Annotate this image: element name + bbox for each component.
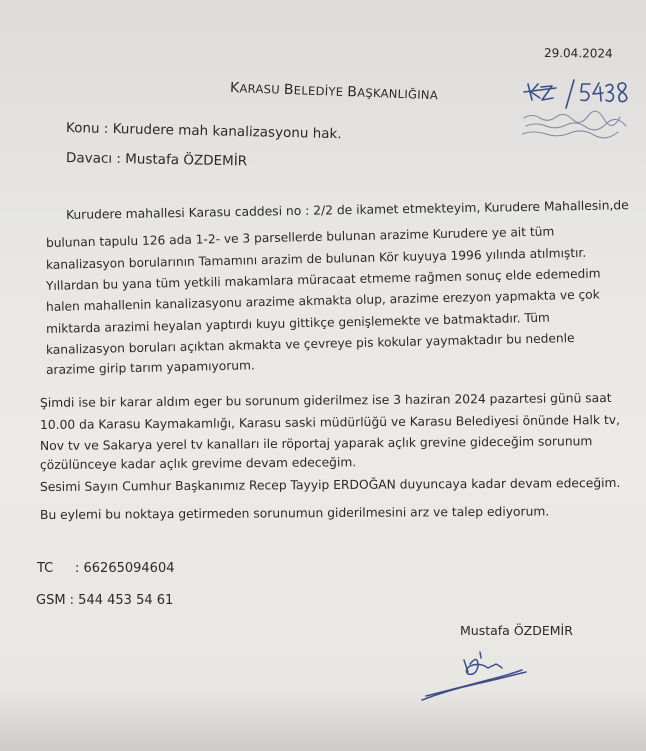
signatory-name: Mustafa ÖZDEMİR — [460, 623, 573, 638]
paragraph-2-line: Nov tv ve Sakarya yerel tv kanalları ile röportaj yaparak açlık grevine gideceğim sorunum — [39, 434, 593, 453]
paragraph-4: Bu eylemi bu noktaya getirmeden sorunumun giderilmesini arz ve talep ediyorum. — [39, 504, 550, 522]
paragraph-3: Sesimi Sayın Cumhur Başkanımız Recep Tayyip ERDOĞAN duyuncaya kadar devam edeceğim. — [39, 475, 621, 494]
paragraph-1-line: bulunan tapulu 126 ada 1-2- ve 3 parsellerde bulunan arazime Kurudere ye ait tüm — [45, 224, 555, 250]
tc-number: TC : 66265094604 — [37, 561, 175, 576]
paragraph-1-line: kanalizasyon borularının Tamamını arazim de bulunan Kör kuyuya 1996 yılında atılmıştır. — [45, 245, 587, 272]
paragraph-1-line: arazime girip tarım yapamıyorum. — [45, 358, 255, 377]
paragraph-2-line: Şimdi ise bir karar aldım eger bu sorunum giderilmez ise 3 haziran 2024 pazartesi günü saat — [39, 391, 612, 410]
addressee-heading: KARASU BELEDİYE BAŞKANLIĞINA — [229, 80, 439, 103]
paragraph-1-line: miktarda arazimi heyalan yaptırdı kuyu gittikçe genişlemekte ve batmaktadır. Tüm — [45, 310, 550, 336]
registry-stamp-handwritten — [522, 78, 632, 142]
paragraph-1-line: Yıllardan bu yana tüm yetkili makamlara müracaat etmeme rağmen sonuç elde edemedim — [45, 266, 601, 293]
plaintiff-line: Davacı : Mustafa ÖZDEMİR — [65, 150, 248, 170]
letter-date: 29.04.2024 — [543, 46, 613, 61]
paragraph-1-line: kanalizasyon boruları açıktan akmakta ve çevreye pis kokular yaymaktadır bu nedenle — [45, 331, 575, 357]
paragraph-2-line: 10.00 da Karasu Kaymakamlığı, Karasu saski müdürlüğü ve Karasu Belediyesi önünde Halk tv, — [39, 412, 621, 432]
paragraph-2-line: çözülünceye kadar açlık grevime devam edeceğim. — [39, 455, 357, 472]
paragraph-1-line: halen mahallenin kanalizasyonu arazime akmakta olup, arazime erezyon yapmakta ve çok — [45, 287, 600, 314]
subject-line: Konu : Kurudere mah kanalizasyonu hak. — [65, 120, 342, 143]
gsm-number: GSM : 544 453 54 61 — [36, 593, 174, 608]
handwritten-signature — [418, 646, 530, 704]
paragraph-1-line: Kurudere mahallesi Karasu caddesi no : 2/2 de ikamet etmekteyim, Kurudere Mahallesin,de — [65, 198, 629, 222]
page-shadow — [0, 690, 646, 751]
